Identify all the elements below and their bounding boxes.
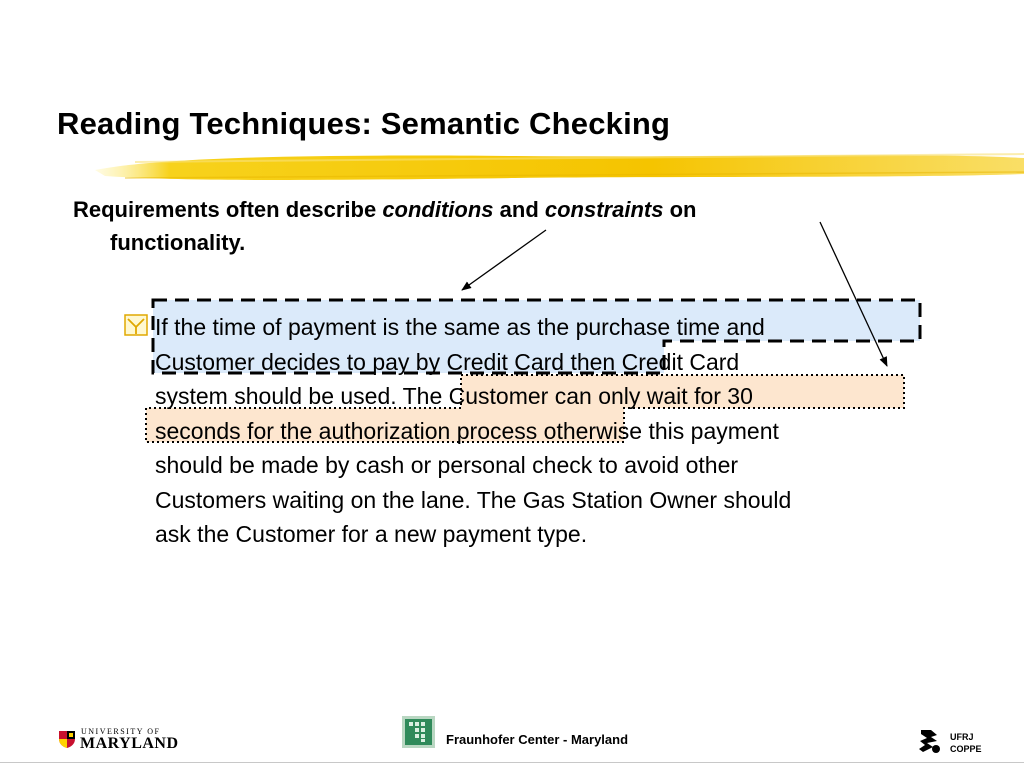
lead-text-2: and (493, 197, 545, 222)
bullet-line-2: Customer decides to pay by Credit Card then Credit Card (155, 348, 740, 375)
bullet-line-6: Customers waiting on the lane. The Gas Station Owner should (155, 486, 792, 513)
bullet-line-7: ask the Customer for a new payment type. (155, 521, 588, 547)
slide-title: Reading Techniques: Semantic Checking (57, 106, 671, 141)
lead-statement (73, 193, 923, 259)
ufrj-coppe-logo-icon (917, 727, 943, 755)
bullet-line-4: seconds for the authorization process otherwise this payment (155, 417, 779, 444)
yellow-brush-stroke (95, 148, 1024, 188)
term-constraints: constraints (544, 197, 664, 222)
footer-right-text: UFRJ COPPE (950, 732, 982, 754)
bullet-line-1: If the time of payment is the same as the purchase time and (155, 314, 765, 340)
lead-text-line2: functionality. (110, 230, 246, 255)
footer-divider (0, 762, 1024, 763)
maryland-seal-icon (57, 729, 77, 749)
bullet-paragraph (155, 310, 955, 552)
university-of-maryland-logo (57, 727, 179, 753)
logo-university-text: UNIVERSITY OF (81, 727, 161, 736)
fraunhofer-logo-icon (402, 716, 435, 748)
lead-text-1: Requirements often describe (73, 197, 383, 222)
y-bullet-icon (124, 314, 148, 336)
term-conditions: conditions (382, 197, 494, 222)
footer-center-text: Fraunhofer Center - Maryland (446, 732, 629, 747)
bullet-line-3: system should be used. The Customer can only wait for 30 (155, 383, 753, 409)
bullet-line-5: should be made by cash or personal check to avoid other (155, 452, 739, 478)
logo-maryland-text: MARYLAND (80, 735, 179, 752)
lead-text-3: on (663, 197, 697, 222)
